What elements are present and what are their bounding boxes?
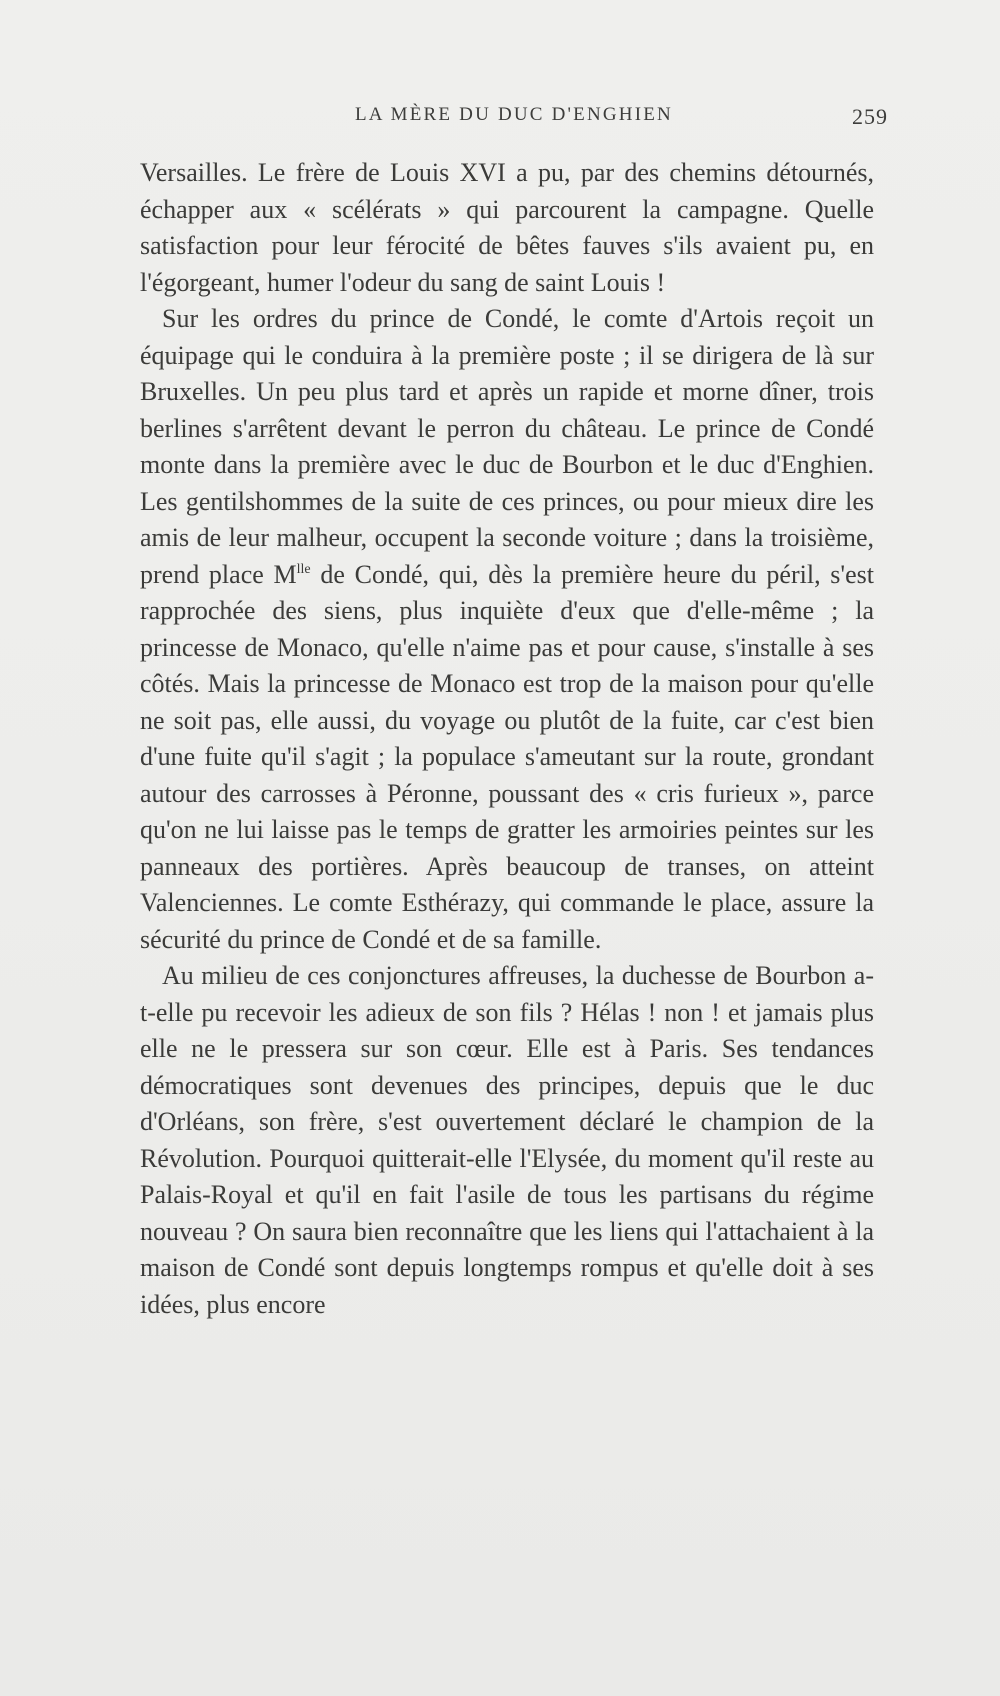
running-title: LA MÈRE DU DUC D'ENGHIEN — [355, 104, 673, 125]
paragraph-2-text-before: Sur les ordres du prince de Condé, le comte d'Artois reçoit un équipage qui le conduira à la première poste ; il se dirigera de là sur Bruxelles. Un peu plus tard et après un rapide et morne dîner, trois berlines s'arrêtent devant le perron du château. Le prince de Condé monte dans la première avec le duc de Bourbon et le duc d'Enghien. Les gentilshommes de la suite de ces princes, ou pour mieux dire les amis de leur malheur, occupent la seconde voiture ; dans la troisième, prend place M — [140, 304, 874, 589]
paragraph-2-text-after: de Condé, qui, dès la première heure du péril, s'est rapprochée des siens, plus inquiète d'eux que d'elle-même ; la princesse de Monaco, qu'elle n'aime pas et pour cause, s'installe à ses côtés. Mais la princesse de Monaco est trop de la maison pour qu'elle ne soit pas, elle aussi, du voyage ou plutôt de la fuite, car c'est bien d'une fuite qu'il s'agit ; la populace s'ameutant sur la route, grondant autour des carrosses à Péronne, poussant des « cris furieux », parce qu'on ne lui laisse pas le temps de gratter les armoiries peintes sur les panneaux des portières. Après beaucoup de transes, on atteint Valenciennes. Le comte Esthérazy, qui commande le place, assure la sécurité du prince de Condé et de sa famille. — [140, 559, 874, 954]
page-number: 259 — [852, 104, 888, 129]
paragraph-3: Au milieu de ces conjonctures affreuses, la duchesse de Bourbon a-t-elle pu recevoir les adieux de son fils ? Hélas ! non ! et jamais plus elle ne le pressera sur son cœur. Elle est à Paris. Ses tendances démocratiques sont devenues des principes, depuis que le duc d'Orléans, son frère, s'est ouvertement déclaré le champion de la Révolution. Pourquoi quitterait-elle l'Elysée, du moment qu'il reste au Palais-Royal et qu'il en fait l'asile de tous les partisans du régime nouveau ? On saura bien reconnaître que les liens qui l'attachaient à la maison de Condé sont depuis longtemps rompus et qu'elle doit à ses idées, plus encore — [140, 961, 874, 1319]
paragraph-1: Versailles. Le frère de Louis XVI a pu, par des chemins détournés, échapper aux « scélérats » qui parcourent la campagne. Quelle satisfaction pour leur férocité de bêtes fauves s'ils avaient pu, en l'égorgeant, humer l'odeur du sang de saint Louis ! — [140, 158, 874, 297]
page-header — [140, 104, 888, 144]
paragraph-2 — [140, 301, 874, 958]
body-text — [140, 155, 874, 1323]
superscript-lle: lle — [296, 561, 311, 577]
